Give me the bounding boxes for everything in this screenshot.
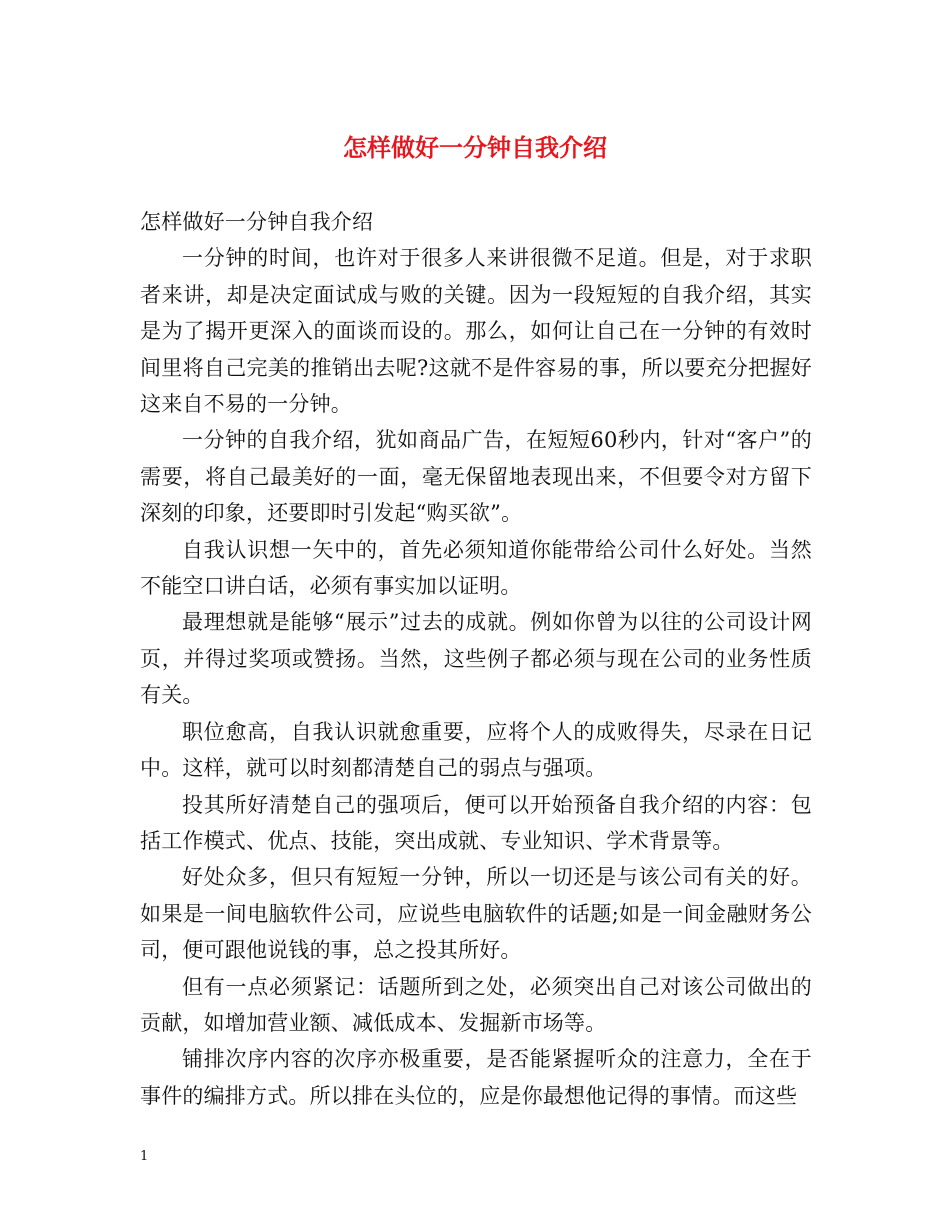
paragraph-2: 一分钟的自我介绍，犹如商品广告，在短短60秒内，针对“客户”的需要，将自己最美好的一面，毫无保留地表现出来，不但要令对方留下深刻的印象，还要即时引发起“购买欲”。 <box>140 428 812 526</box>
document-title: 怎样做好一分钟自我介绍 <box>343 133 607 162</box>
paragraph-5: 职位愈高，自我认识就愈重要，应将个人的成败得失，尽录在日记中。这样，就可以时刻都清楚自己的弱点与强项。 <box>140 719 812 781</box>
paragraph-1: 一分钟的时间，也许对于很多人来讲很微不足道。但是，对于求职者来讲，却是决定面试成与败的关键。因为一段短短的自我介绍，其实是为了揭开更深入的面谈而设的。那么，如何让自己在一分钟的有效时间里将自己完美的推销出去呢?这就不是件容易的事，所以要充分把握好这来自不易的一分钟。 <box>140 246 812 417</box>
paragraph-3: 自我认识想一矢中的，首先必须知道你能带给公司什么好处。当然不能空口讲白话，必须有事实加以证明。 <box>140 537 812 599</box>
document-body <box>140 204 812 1114</box>
page-number: 1 <box>140 1149 149 1164</box>
paragraph-7: 好处众多，但只有短短一分钟，所以一切还是与该公司有关的好。如果是一间电脑软件公司，应说些电脑软件的话题;如是一间金融财务公司，便可跟他说钱的事，总之投其所好。 <box>140 865 812 963</box>
paragraph-8: 但有一点必须紧记：话题所到之处，必须突出自己对该公司做出的贡献，如增加营业额、减低成本、发掘新市场等。 <box>140 974 812 1035</box>
paragraph-6: 投其所好清楚自己的强项后，便可以开始预备自我介绍的内容：包括工作模式、优点、技能，突出成就、专业知识、学术背景等。 <box>140 792 812 853</box>
document-subtitle: 怎样做好一分钟自我介绍 <box>140 210 374 234</box>
paragraph-4: 最理想就是能够“展示”过去的成就。例如你曾为以往的公司设计网页，并得过奖项或赞扬。当然，这些例子都必须与现在公司的业务性质有关。 <box>140 610 812 708</box>
paragraph-9: 铺排次序内容的次序亦极重要，是否能紧握听众的注意力，全在于事件的编排方式。所以排在头位的，应是你最想他记得的事情。而这些 <box>140 1047 812 1108</box>
